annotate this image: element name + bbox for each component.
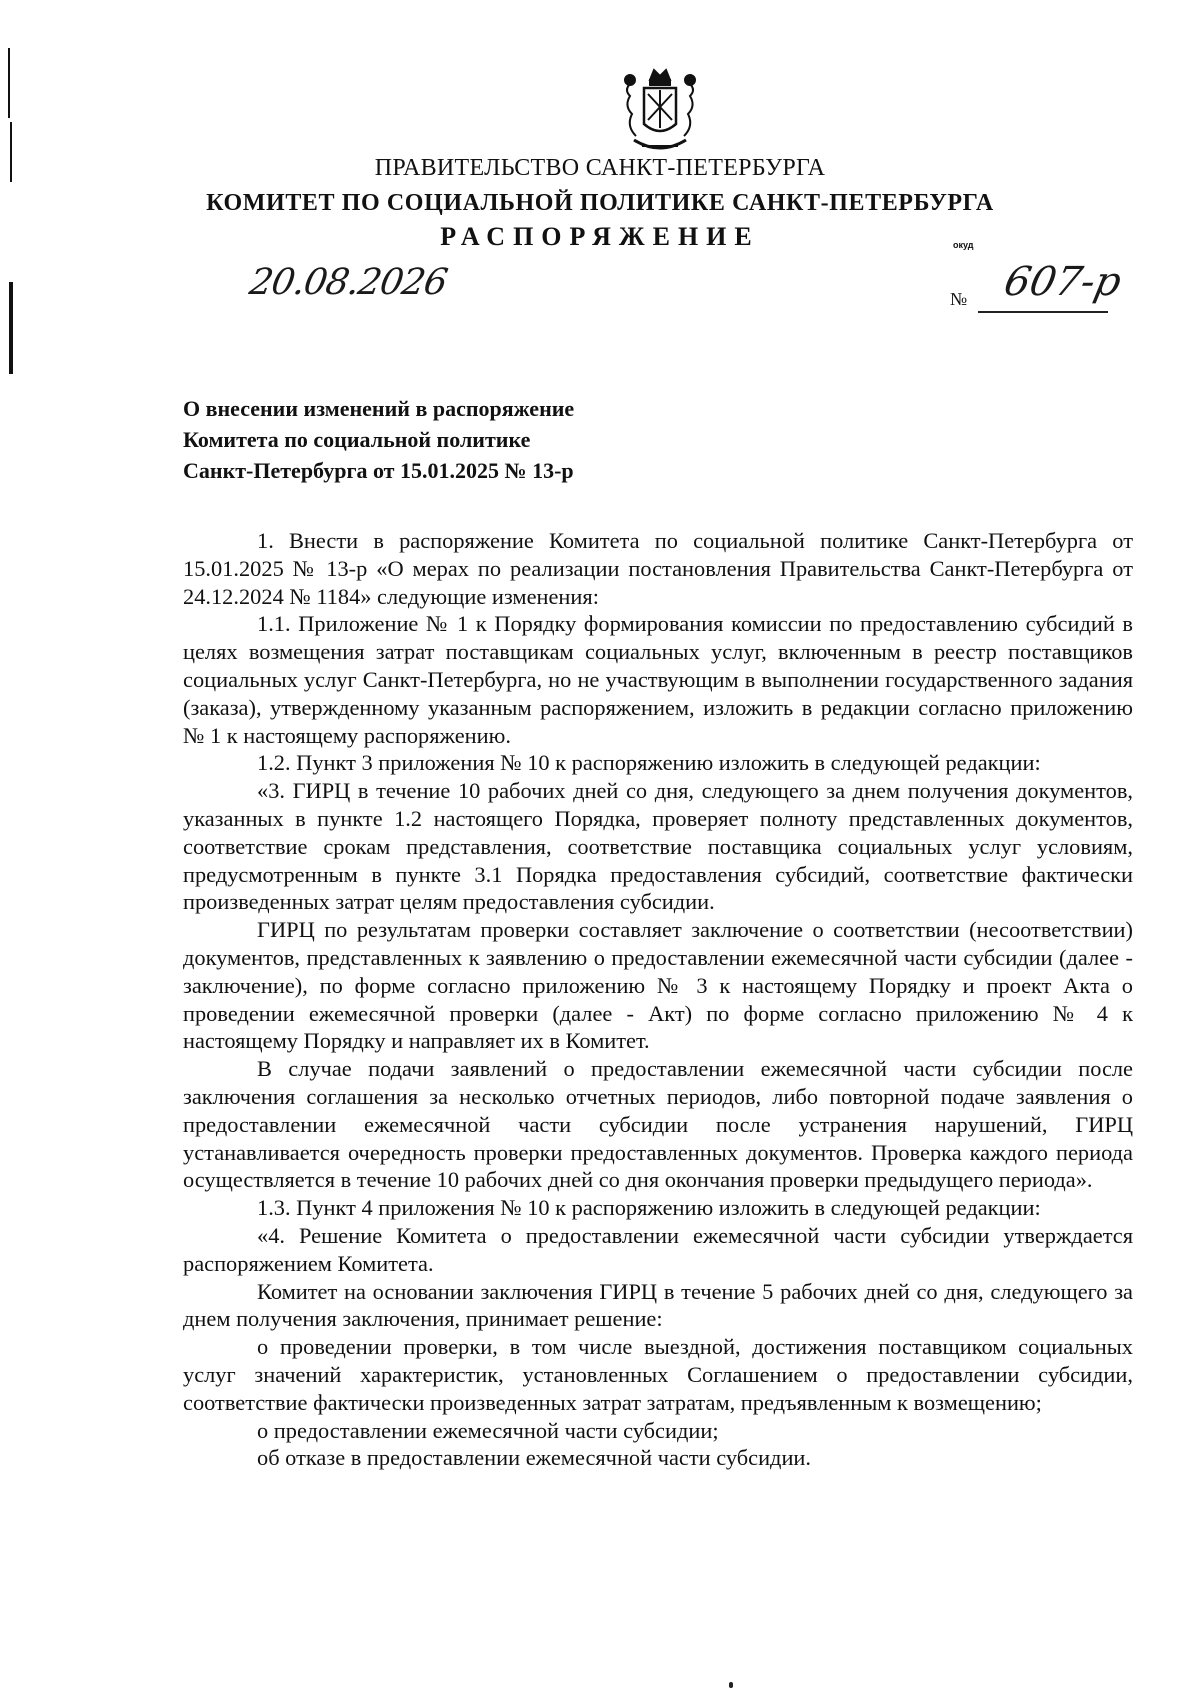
number-underline <box>978 311 1108 313</box>
government-heading: ПРАВИТЕЛЬСТВО САНКТ-ПЕТЕРБУРГА <box>374 155 826 181</box>
document-body <box>183 527 1133 1472</box>
document-type-title: РАСПОРЯЖЕНИЕ <box>440 222 760 251</box>
scan-edge-mark <box>8 48 10 118</box>
coat-of-arms-icon <box>620 66 700 158</box>
body-paragraph: об отказе в предоставлении ежемесячной части субсидии. <box>257 1445 812 1471</box>
body-paragraph: 1.1. Приложение № 1 к Порядку формирования комиссии по предоставлению субсидий в целях возмещения затрат поставщикам социальных услуг, включенным в реестр поставщиков социальных услуг Санкт-Петербурга, но не участвующим в выполнении государственного задания (заказа), утвержденному указанным распоряжением, изложить в редакции согласно приложению № 1 к настоящему распоряжению. <box>183 611 1133 748</box>
number-sign: № <box>950 289 968 309</box>
body-paragraph: Комитет на основании заключения ГИРЦ в течение 5 рабочих дней со дня, следующего за днем получения заключения, принимает решение: <box>183 1278 1133 1332</box>
body-paragraph: 1.2. Пункт 3 приложения № 10 к распоряжению изложить в следующей редакции: <box>257 750 1041 776</box>
body-paragraph: о предоставлении ежемесячной части субсидии; <box>257 1417 719 1443</box>
committee-heading: КОМИТЕТ ПО СОЦИАЛЬНОЙ ПОЛИТИКЕ САНКТ-ПЕТЕРБУРГА <box>206 190 994 216</box>
body-paragraph: 1. Внести в распоряжение Комитета по социальной политике Санкт-Петербурга от 15.01.2025 № 13-р «О мерах по реализации постановления Правительства Санкт-Петербурга от 24.12.2024 № 1184» следующие изменения: <box>183 528 1133 609</box>
handwritten-number: 607-р <box>1000 259 1126 305</box>
body-paragraph: о проведении проверки, в том числе выездной, достижения поставщиком социальных услуг значений характеристик, установленных Соглашением о предоставлении субсидии, соответствие фактически произведенных затрат затратам, предъявленным к возмещению; <box>183 1334 1133 1415</box>
subject-line: Комитета по социальной политике <box>183 427 531 452</box>
scan-edge-mark <box>9 282 13 374</box>
body-paragraph: ГИРЦ по результатам проверки составляет заключение о соответствии (несоответствии) документов, представленных к заявлению о предоставлении ежемесячной части субсидии (далее - заключение), по форме согласно приложению № 3 к настоящему Порядку и проект Акта о проведении ежемесячной проверки (далее - Акт) по форме согласно приложению № 4 к настоящему Порядку и направляет их в Комитет. <box>183 917 1133 1054</box>
subject-line: Санкт-Петербурга от 15.01.2025 № 13-р <box>183 458 574 483</box>
okud-code-label: окуд <box>953 240 974 250</box>
body-paragraph: «4. Решение Комитета о предоставлении ежемесячной части субсидии утверждается распоряжением Комитета. <box>183 1222 1133 1276</box>
body-paragraph: В случае подачи заявлений о предоставлении ежемесячной части субсидии после заключения соглашения за несколько отчетных периодов, либо повторной подаче заявления о предоставлении ежемесячной части субсидии после устранения нарушений, ГИРЦ устанавливается очередность проверки предоставленных документов. Проверка каждого периода осуществляется в течение 10 рабочих дней со дня окончания проверки предыдущего периода». <box>183 1056 1133 1193</box>
document-subject <box>183 393 574 486</box>
handwritten-date: 20.08.2026 <box>246 262 450 303</box>
body-paragraph: «3. ГИРЦ в течение 10 рабочих дней со дня, следующего за днем получения документов, указанных в пункте 1.2 настоящего Порядка, проверяет полноту представленных документов, соответствие срокам представления, соответствие поставщика социальных услуг условиям, предусмотренным в пункте 3.1 Порядка предоставления субсидий, соответствие фактически произведенных затрат целям предоставления субсидии. <box>183 778 1133 915</box>
scan-dot <box>729 1682 733 1688</box>
subject-line: О внесении изменений в распоряжение <box>183 396 575 421</box>
body-paragraph: 1.3. Пункт 4 приложения № 10 к распоряжению изложить в следующей редакции: <box>257 1195 1041 1221</box>
